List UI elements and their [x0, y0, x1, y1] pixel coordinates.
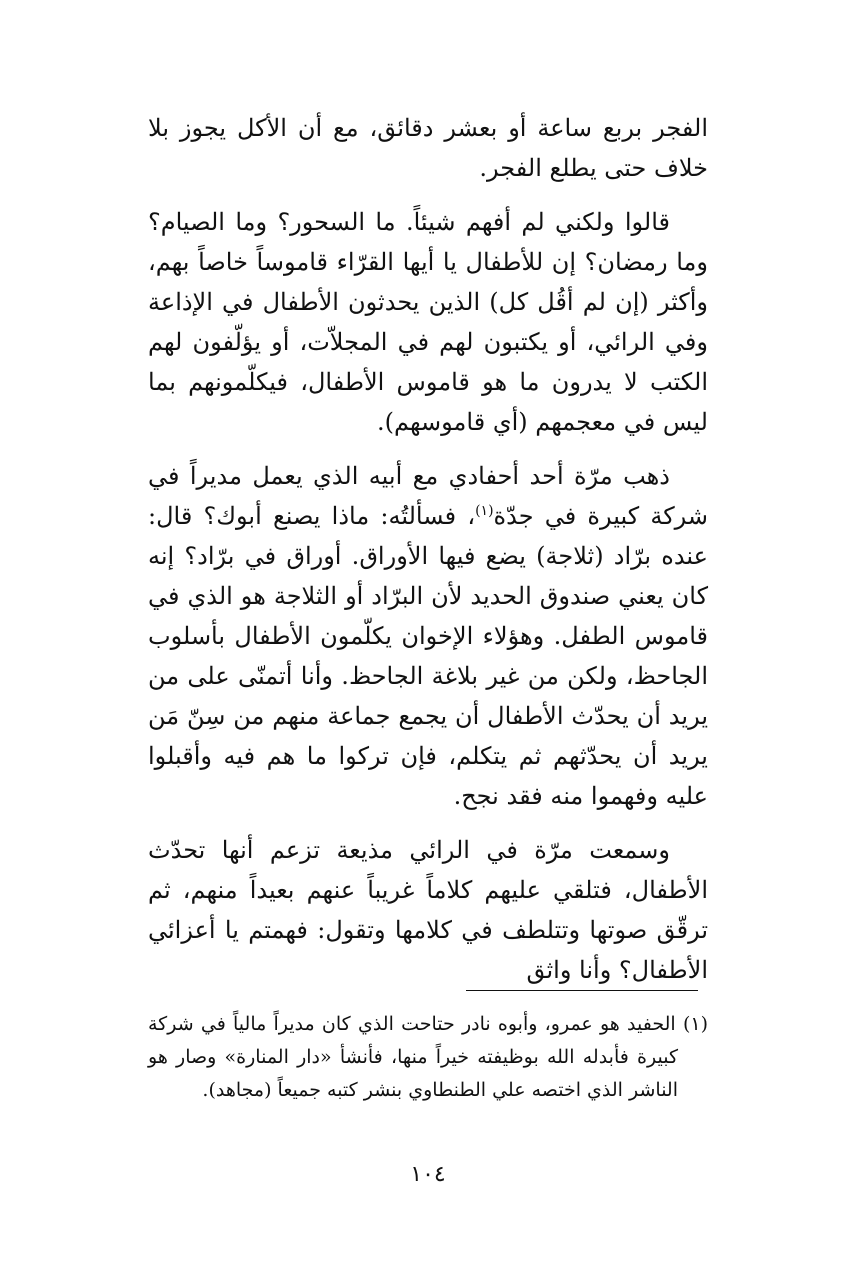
page-number: ١٠٤ — [410, 1162, 446, 1187]
footnote-reference[interactable]: (١) — [475, 503, 494, 519]
footnotes — [148, 1008, 708, 1107]
paragraph-2: قالوا ولكني لم أفهم شيئاً. ما السحور؟ وما الصيام؟ وما رمضان؟ إن للأطفال يا أيها القرّاء قاموساً خاصاً بهم، وأكثر (إن لم أقُل كل) الذين يحدثون الأطفال في الإذاعة وفي الرائي، أو يكتبون لهم في المجلاّت، أو يؤلّفون لهم الكتب لا يدرون ما هو قاموس الأطفال، فيكلّمونهم بما ليس في معجمهم (أي قاموسهم). — [148, 208, 708, 436]
footnote-divider — [466, 990, 698, 991]
paragraph-1: الفجر بربع ساعة أو بعشر دقائق، مع أن الأكل يجوز بلا خلاف حتى يطلع الفجر. — [148, 114, 708, 182]
paragraph-3-part-2: ، فسألتُه: ماذا يصنع أبوك؟ قال: عنده برّاد (ثلاجة) يضع فيها الأوراق. أوراق في برّاد؟ إنه كان يعني صندوق الحديد لأن البرّاد أو الثلاجة هو الذي في قاموس الطفل. وهؤلاء الإخوان يكلّمون الأطفال بأسلوب الجاحظ، ولكن من غير بلاغة الجاحظ. وأنا أتمنّى على من يريد أن يحدّث الأطفال أن يجمع جماعة منهم من سِنّ مَن يريد أن يحدّثهم ثم يتكلم، فإن تركوا ما هم فيه وأقبلوا عليه وفهموا منه فقد نجح. — [148, 502, 708, 810]
page-body — [148, 108, 708, 990]
paragraph-4: وسمعت مرّة في الرائي مذيعة تزعم أنها تحدّث الأطفال، فتلقي عليهم كلاماً غريباً عنهم بعيداً منهم، ثم ترقّق صوتها وتتلطف في كلامها وتقول: فهمتم يا أعزائي الأطفال؟ وأنا واثق — [148, 836, 708, 984]
footnote-1 — [148, 1008, 708, 1107]
footnote-text: الحفيد هو عمرو، وأبوه نادر حتاحت الذي كان مديراً مالياً في شركة كبيرة فأبدله الله بوظيفته خيراً منها، فأنشأ «دار المنارة» وصار هو الناشر الذي اختصه علي الطنطاوي بنشر كتبه جميعاً (مجاهد). — [148, 1013, 678, 1101]
paragraph-3 — [148, 456, 708, 816]
footnote-marker: (١) — [682, 1013, 708, 1035]
paragraph-3-part-1: ذهب مرّة أحد أحفادي مع أبيه الذي يعمل مديراً في شركة كبيرة في جدّة — [148, 462, 708, 530]
